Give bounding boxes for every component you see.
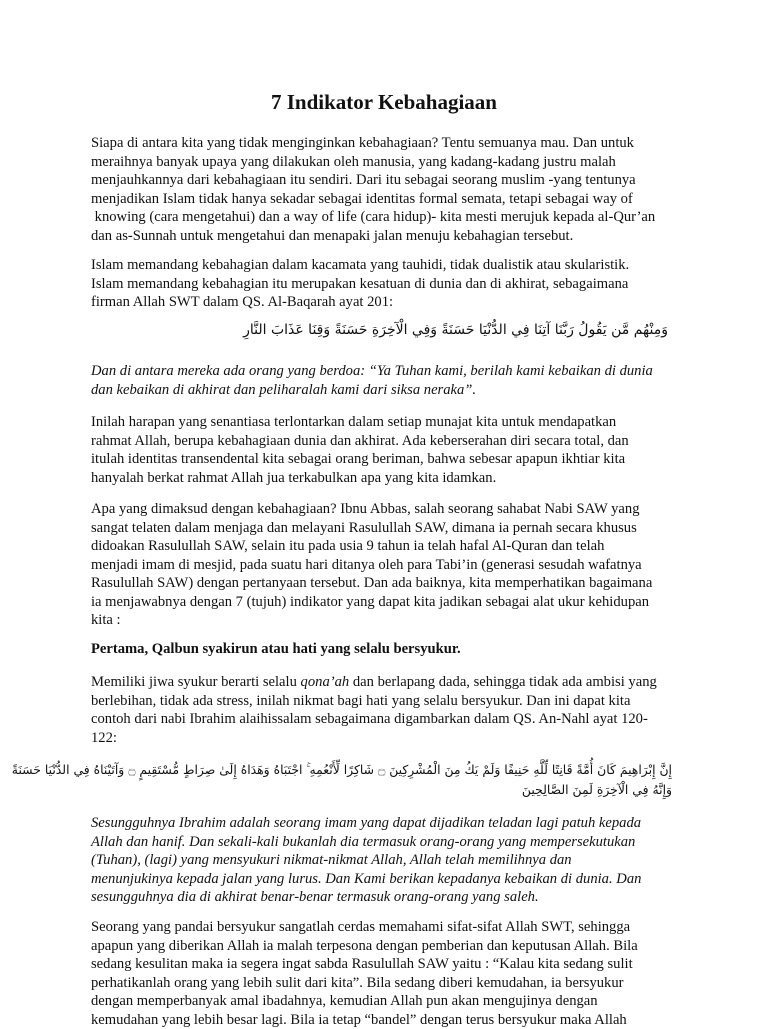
text-line: menjadi imam di mesjid, pada suatu hari ditanya oleh para Tabi’in (generasi sesudah wafatnya xyxy=(91,556,691,575)
italic-term-qonaah: qona’ah xyxy=(301,674,350,690)
verse-translation-1 xyxy=(91,362,691,399)
text-line: 122: xyxy=(91,729,691,748)
arabic-verse-an-nahl-line-1: إِنَّ إِبْرَاهِيمَ كَانَ أُمَّةً قَانِتًا لِّلَّهِ حَنِيفًا وَلَمْ يَكُ مِنَ الْمُشْرِكِينَ ۝ شَاكِرًا لِّأَنْعُمِهِ ۚ اجْتَبَاهُ وَهَدَاهُ إِلَىٰ صِرَاطٍ مُّسْتَقِيمٍ ۝ وَآتَيْنَاهُ فِي الدُّنْيَا حَسَنَةً xyxy=(12,760,672,780)
text-line: hanyalah berkat rahmat Allah jua terkabulkan apa yang kita idamkan. xyxy=(91,469,691,488)
text-line: didoakan Rasulullah SAW, selain itu pada usia 9 tahun ia telah hafal Al-Quran dan telah xyxy=(91,537,691,556)
text-line: sangat telaten dalam menjaga dan melayani Rasulullah SAW, dimana ia pernah secara khusus xyxy=(91,519,691,538)
arabic-line-2-text: وَإِنَّهُ فِي الْآخِرَةِ لَمِنَ الصَّالِحِينَ xyxy=(522,782,672,797)
text-line: Siapa di antara kita yang tidak menginginkan kebahagiaan? Tentu semuanya mau. Dan untuk xyxy=(91,134,691,153)
text-line: menjadikan Islam tidak hanya sekadar sebagai identitas formal semata, tetapi sebagai way of xyxy=(91,190,691,209)
text-line: kita : xyxy=(91,611,691,630)
text-line: Islam memandang kebahagian dalam kacamata yang tauhidi, tidak dualistik atau skularistik. xyxy=(91,256,691,275)
page-title: 7 Indikator Kebahagiaan xyxy=(0,90,768,115)
text-line: Seorang yang pandai bersyukur sangatlah cerdas memahami sifat-sifat Allah SWT, sehingga xyxy=(91,918,691,937)
text-line xyxy=(91,673,691,692)
text-line: rahmat Allah, berupa kebahagiaan dunia dan akhirat. Ada keberserahan diri secara total, dan xyxy=(91,432,691,451)
ibnu-abbas-paragraph xyxy=(91,500,691,630)
section-heading-pertama: Pertama, Qalbun syakirun atau hati yang selalu bersyukur. xyxy=(91,640,691,659)
text-line: itulah identitas transendental kita sebagai orang beriman, bahwa sebesar apapun ikhtiar kita xyxy=(91,450,691,469)
text-line: dan kebaikan di akhirat dan peliharalah kami dari siksa neraka”. xyxy=(91,381,691,400)
intro-paragraph xyxy=(91,134,691,245)
text-line: kemudahan yang lebih besar lagi. Bila ia tetap “bandel” dengan terus bersyukur maka Allah xyxy=(91,1011,691,1029)
verse-translation-2 xyxy=(91,814,691,907)
text-line: dan as-Sunnah untuk mengetahui dan menapaki jalan menuju kebahagian tersebut. xyxy=(91,227,691,246)
text-line: apapun yang diberikan Allah ia malah terpesona dengan pemberian dan keputusan Allah. Bila xyxy=(91,937,691,956)
islam-view-paragraph xyxy=(91,256,691,312)
text-line: Rasulullah SAW) dengan pertanyaan tersebut. Dan ada baiknya, kita memperhatikan bagaimana xyxy=(91,574,691,593)
hope-paragraph xyxy=(91,413,691,487)
text-line: perhatikanlah orang yang lebih sulit dari kita”. Bila sedang diberi kemudahan, ia bersyukur xyxy=(91,974,691,993)
text-line: Sesungguhnya Ibrahim adalah seorang imam yang dapat dijadikan teladan lagi patuh kepada xyxy=(91,814,691,833)
text-line: sesungguhnya dia di akhirat benar-benar termasuk orang-orang yang saleh. xyxy=(91,888,691,907)
text-line: firman Allah SWT dalam QS. Al-Baqarah ayat 201: xyxy=(91,293,691,312)
text-run: Memiliki jiwa syukur berarti selalu xyxy=(91,674,301,690)
syukur-paragraph xyxy=(91,673,691,747)
text-line: knowing (cara mengetahui) dan a way of life (cara hidup)- kita mesti merujuk kepada al-Qur’an xyxy=(91,208,691,227)
text-line: Islam memandang kebahagian itu merupakan kesatuan di dunia dan di akhirat, sebagaimana xyxy=(91,275,691,294)
arabic-verse-an-nahl-line-2 xyxy=(522,780,672,800)
text-line: dengan memperbanyak amal ibadahnya, kemudian Allah pun akan mengujinya dengan xyxy=(91,992,691,1011)
text-line: contoh dari nabi Ibrahim alaihissalam sebagaimana digambarkan dalam QS. An-Nahl ayat 120- xyxy=(91,710,691,729)
bersyukur-paragraph xyxy=(91,918,691,1029)
text-line: (Tuhan), (lagi) yang mensyukuri nikmat-nikmat Allah, Allah telah memilihnya dan xyxy=(91,851,691,870)
text-line: Apa yang dimaksud dengan kebahagiaan? Ibnu Abbas, salah seorang sahabat Nabi SAW yang xyxy=(91,500,691,519)
text-line: Inilah harapan yang senantiasa terlontarkan dalam setiap munajat kita untuk mendapatkan xyxy=(91,413,691,432)
text-line: Allah dan hanif. Dan sekali-kali bukanlah dia termasuk orang-orang yang mempersekutukan xyxy=(91,833,691,852)
text-line: berlebihan, tidak ada stress, inilah nikmat bagi hati yang selalu bersyukur. Dan ini dapat kita xyxy=(91,692,691,711)
text-line: ia menjawabnya dengan 7 (tujuh) indikator yang dapat kita jadikan sebagai alat ukur kehidupan xyxy=(91,593,691,612)
text-line: meraihnya banyak upaya yang dilakukan oleh manusia, yang kadang-kadang justru malah xyxy=(91,153,691,172)
text-line: Dan di antara mereka ada orang yang berdoa: “Ya Tuhan kami, berilah kami kebaikan di dunia xyxy=(91,362,691,381)
arabic-verse-al-baqarah: وَمِنْهُم مَّن يَقُولُ رَبَّنَا آتِنَا فِي الدُّنْيَا حَسَنَةً وَفِي الْآخِرَةِ حَسَنَةً وَقِنَا عَذَابَ النَّارِ xyxy=(243,320,668,340)
text-line: menjauhkannya dari kebahagiaan itu sendiri. Dari itu sebagai seorang muslim -yang tentunya xyxy=(91,171,691,190)
text-line: sedang kesulitan maka ia segera ingat sabda Rasulullah SAW yaitu : “Kalau kita sedang sulit xyxy=(91,955,691,974)
text-line: menunjukinya kepada jalan yang lurus. Dan Kami berikan kepadanya kebaikan di dunia. Dan xyxy=(91,870,691,889)
text-run: dan berlapang dada, sehingga tidak ada ambisi yang xyxy=(349,674,657,690)
